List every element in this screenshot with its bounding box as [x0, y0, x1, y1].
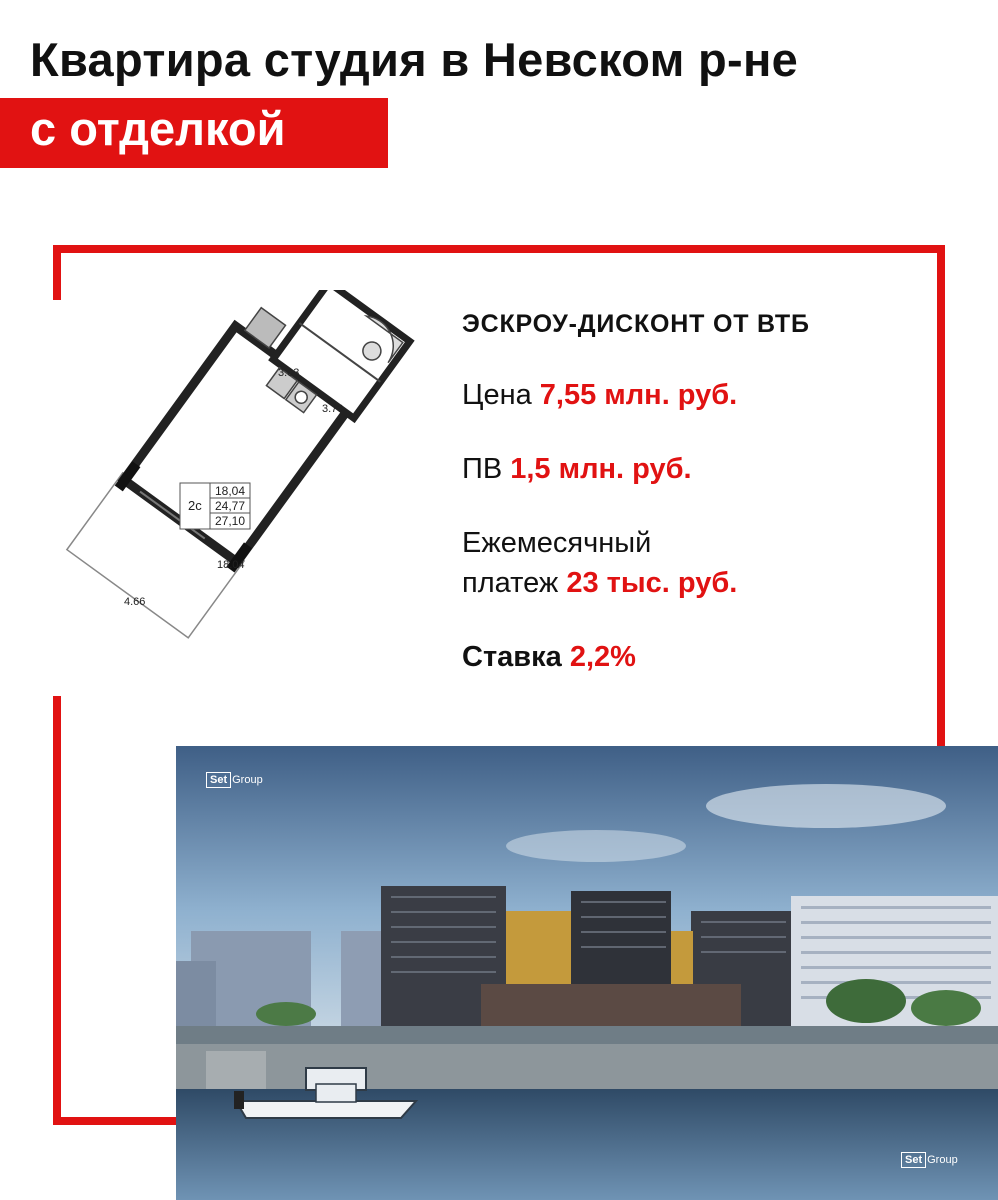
logo-brand-b-bottom: Group	[927, 1154, 958, 1166]
hall-area: 3.03	[278, 367, 300, 379]
room-area: 18.04	[217, 559, 245, 571]
area-total: 24,77	[215, 499, 246, 513]
page-title: Квартира студия в Невском р-не	[30, 33, 799, 86]
rate-label: Ставка	[462, 641, 562, 673]
down-payment-row	[462, 449, 942, 489]
logo-brand-a-bottom: Set	[901, 1152, 926, 1168]
frame-top	[53, 245, 945, 253]
setgroup-logo-top	[206, 772, 263, 788]
logo-brand-a: Set	[206, 772, 231, 788]
rate-row	[462, 637, 942, 677]
price-row	[462, 375, 942, 415]
building-render-photo	[176, 746, 998, 1200]
setgroup-logo-bottom	[901, 1152, 958, 1168]
monthly-label-line1: Ежемесячный	[462, 527, 652, 559]
bath-area: 3.70	[322, 403, 344, 415]
area-living: 18,04	[215, 484, 246, 498]
offer-headline: ЭСКРОУ-ДИСКОНТ ОТ ВТБ	[462, 310, 810, 338]
monthly-payment-value: 23 тыс. руб.	[566, 567, 738, 599]
area-full: 27,10	[215, 514, 246, 528]
down-payment-label: ПВ	[462, 453, 503, 485]
frame-left-lower	[53, 696, 61, 1125]
boat	[236, 1101, 416, 1118]
price-value: 7,55 млн. руб.	[539, 379, 738, 411]
logo-brand-b: Group	[232, 774, 263, 786]
room-code: 2с	[188, 498, 202, 513]
page-subtitle: с отделкой	[30, 102, 286, 155]
balcony-area: 4.66	[124, 596, 146, 608]
offer-info	[462, 310, 942, 711]
monthly-payment-row	[462, 523, 942, 603]
down-payment-value: 1,5 млн. руб.	[510, 453, 692, 485]
rate-value: 2,2%	[569, 641, 636, 673]
price-label: Цена	[462, 379, 532, 411]
monthly-label-line2: платеж	[462, 567, 559, 599]
floor-plan	[40, 290, 440, 690]
